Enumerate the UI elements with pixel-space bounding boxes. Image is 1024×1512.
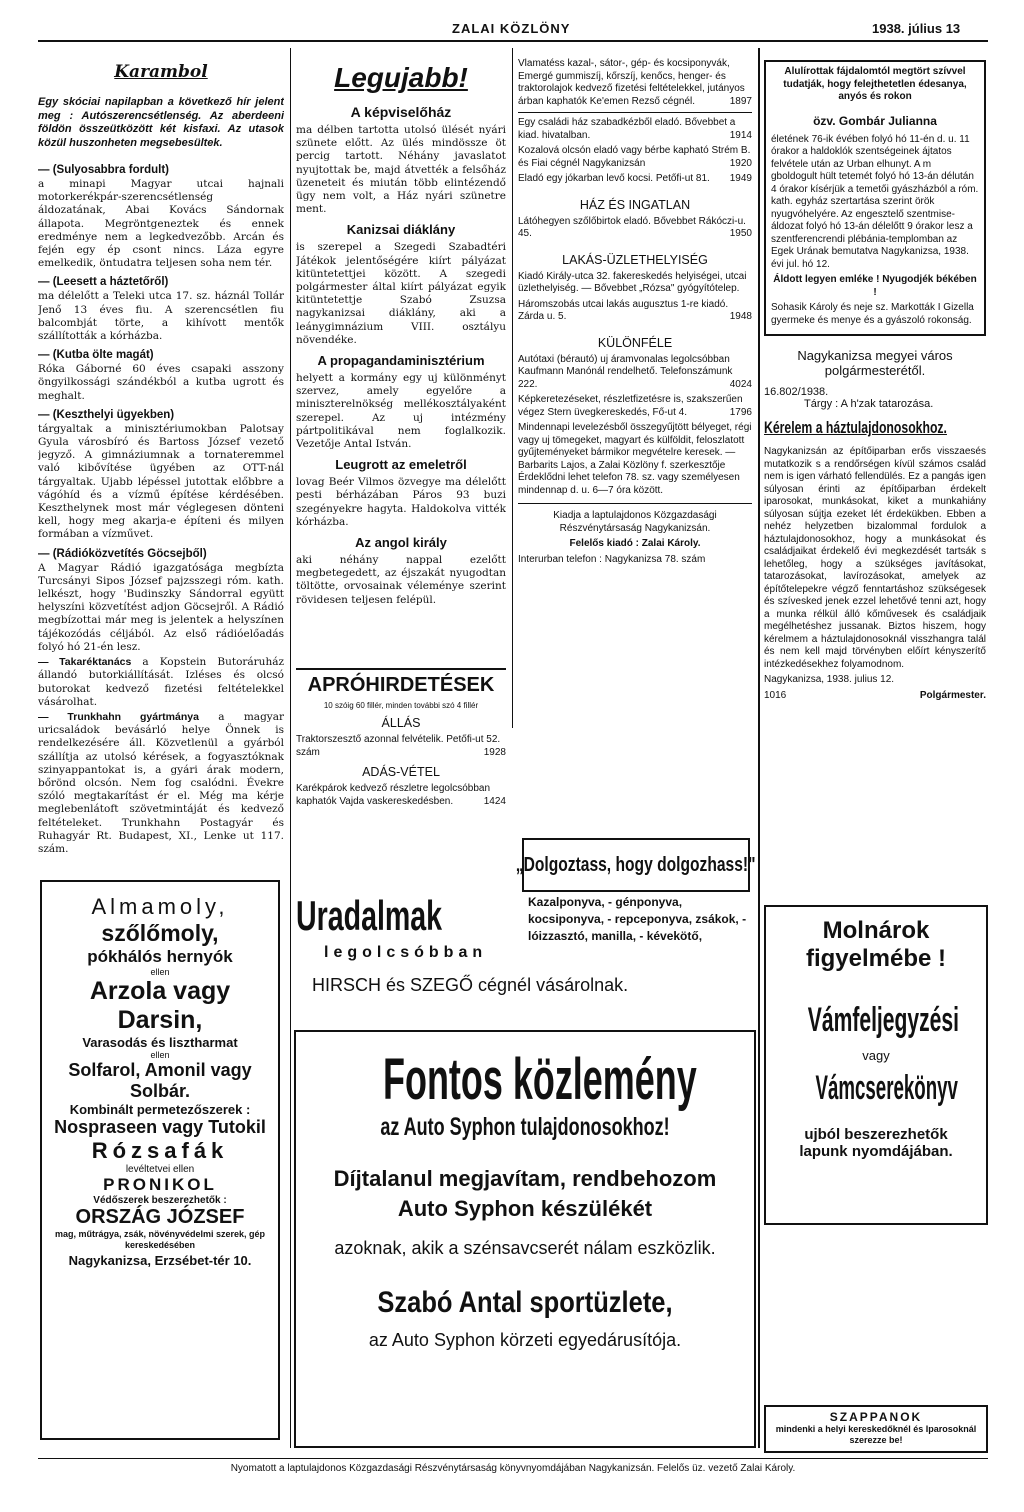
kulonfele-title: KÜLÖNFÉLE [597, 335, 673, 350]
ad-molnarok [764, 905, 988, 1225]
ad-text: Egy családi ház szabadkézből eladó. Bővebbet a kiad. hivatalban. [518, 117, 736, 141]
item-body: Róka Gáborné 60 éves csapaki asszony öngyilkossági szándékból a kutba ugrott és meghalt. [38, 363, 284, 402]
news-body: ma délben tartotta utolsó ülését nyári szünete előtt. Az ülés mindössze öt percig tartott. Néhány javaslatot nyujtottak be, majd átvették a felsőház üzeneteit és miután több elintézendő ügy nem volt, a Ház nyári szünetre ment. [296, 124, 506, 216]
ad-text: Kiadó Király-utca 32. fakereskedés helyiségei, utcai üzlethelyiség. — Bővebbet „Rózsa" gyógyítótelep. [518, 270, 747, 294]
ad-text: Háromszobás utcai lakás augusztus 1-re kiadó. Zárda u. 5. [518, 298, 729, 322]
peace: Áldott legyen emléke ! Nyugodjék békében ! [773, 274, 977, 298]
uradalmak-footer: HIRSCH és SZEGŐ cégnél vásárolnak. [312, 975, 629, 995]
paper-name: ZALAI KÖZLÖNY [452, 21, 571, 36]
ad-num: 1897 [729, 95, 752, 107]
ad-line: Védőszerek beszerezhetők : [93, 1195, 227, 1206]
fontos-foot: az Auto Syphon körzeti egyedárusítója. [368, 1330, 682, 1350]
news-body: helyett a kormány egy uj különményt szervez, amely egyelőre a miniszterelnökség mellékosztályaként szerepel. Az uj intézmény pártpolitikával nem foglalkozik. Vezetője Antal István. [296, 372, 506, 451]
headline: Kérelem a háztulajdonosokhoz. [764, 418, 947, 437]
notice-ref2: 1016 [764, 689, 787, 701]
ad-text: Látóhegyen szőlőbirtok eladó. Bővebbet Rákóczi-u. 45. [518, 215, 746, 239]
ad-num: 4024 [729, 378, 752, 390]
news-heading: Az angol király [355, 535, 447, 551]
allas-title: ÁLLÁS [381, 716, 421, 730]
ad-text: Eladó egy jókarban levő kocsi. Petőfi-ut 81. [518, 173, 710, 184]
ad-text: Autótaxi (bérautó) uj áramvonalas legolcsóbban Kaufmann Manónál rendelhető. Telefonszámunk 222. [518, 353, 733, 390]
item-body: tárgyaltak a minisztériumokban Palotsay Gyula városbíró és Bartoss József vezető jegyző. A gimnáziumnak a tornateremmel való kibővítése ügyében az OTT-nál tárgyaltak. Ujabb lépéssel jutottak előbbre a vágóhíd és a vízmű építése kérdésében. Keszthelynek most már véglegesen dönteni kell, hogy meg akarja-e építeni és milyen formában a vízművet. [38, 422, 284, 541]
molnarok-l1: Molnárok [822, 917, 930, 944]
ad-uradalmak [296, 892, 756, 972]
karambol-lead: Egy skóciai napilapban a következő hír jelent meg : Autószerencsétlenség. Az aberdeeni földön összeütközött két kisfaxi. Az utasok közül huszonheten megsebesültek. [38, 96, 284, 149]
col-sep-1 [290, 48, 291, 1448]
allas-text: Traktorszesztő azonnal felvételik. Petőfi-ut 52. szám [296, 734, 501, 758]
news-body: aki néhány nappal ezelőtt megbetegedett, az éjszakát nyugodtan töltötte, orvosainak véleménye szerint rövidesen teljesen felépül. [296, 554, 506, 606]
item-heading: — Trunkhahn gyártmánya [38, 710, 199, 723]
notice-date: Nagykanizsa, 1938. julius 12. [764, 674, 895, 685]
item-body: a minapi Magyar utcai hajnali motorkerékpár-szerencsétlenség áldozatának, Abai Kovács Sándornak állapota. Megröntgeneztek és ennek eredménye nem a legkedvezőbb. Arcán és fején egy ép csont nincs. Láza egyre emelkedik, öntudatra teljesen soha nem tér. [38, 178, 284, 270]
fontos-sub: az Auto Syphon tulajdonosokhoz! [380, 1113, 670, 1141]
fontos-shop: Szabó Antal sportüzlete, [377, 1286, 673, 1319]
deceased-name: özv. Gombár Julianna [813, 113, 937, 128]
ad-fontos [294, 1030, 756, 1448]
lakas-title: LAKÁS-ÜZLETHELYISÉG [562, 252, 708, 267]
ad-line: Almamoly, [91, 894, 229, 919]
ad-line: Arzola vagy Darsin, [89, 977, 231, 1034]
ad-num: 1914 [729, 129, 752, 141]
item-body: ma délelőtt a Teleki utca 17. sz. háznál Tollár Jenő 13 éves fiu. A szerencsétlen fiu balcombját törte, a kihívott mentők szállították a kórházba. [38, 290, 284, 343]
molnarok-l6: ujból beszerezhetők [804, 1126, 948, 1143]
ad-line: Nagykanizsa, Erzsébet-tér 10. [68, 1253, 252, 1268]
item-heading: — (Kutba ölte magát) [38, 349, 154, 362]
ad-line: ellen [150, 967, 170, 977]
ad-szappan [764, 1405, 988, 1453]
death-body: életének 76-ik évében folyó hó 11-én d. u. 11 órakor a haldoklók szentségeinek ájtatos felvétele után az Urban elhunyt. A m gboldogult hült tetemét folyó hó 13-án délután 4 órakor kísérjük a temetői gyászházból a róm. kath. egyház szertartása szerint örök nyugvóhelyére. Az engesztelő szentmise-áldozat folyó hó 13-án délelőtt 9 órakor lesz a szentferencrendi plébánia-templomban az Egek Urának bemutatva Nagykanizsa, 1938. évi jul. hó 12. [771, 133, 979, 270]
fontos-l1: Díjtalanul megjavítam, rendbehozom Auto Syphon készülékét [333, 1166, 717, 1221]
ad-num: 1948 [729, 311, 752, 322]
ad-num: 1796 [729, 406, 752, 418]
item-heading: — Takaréktanács [38, 656, 132, 669]
szappan-title: SZAPPANOK [829, 1410, 923, 1424]
notice-signature: Polgármester. [919, 689, 986, 701]
item-heading: — (Sulyosabbra fordult) [38, 164, 169, 176]
issue-date: 1938. július 13 [872, 21, 961, 36]
ad-line: mag, műtrágya, zsák, növényvédelmi szerek, gép kereskedésében [54, 1229, 266, 1250]
ad-line: Kombinált permetezőszerek : [69, 1102, 251, 1117]
ad-line: Nospraseen vagy Tutokil [54, 1117, 266, 1137]
column-1 [38, 52, 284, 862]
ad-dolgoztass [516, 838, 756, 892]
ad-line: pókhálós hernyók [87, 947, 233, 966]
notice-body: Nagykanizsán az építőiparban erős visszaesés mutatkozik s a rendőrségen kívül számos család nem is igen várható fellendülés. Ez a pangás igen súlyosan érinti az építőiparban érdekelt iparosokat, munkásokat, kiket a munkahiány súlyosan sújtja ezeket lét érdekükben. Ebben a nehéz helyzetben bizalommal fordulok a háztulajdonosokhoz, hogy a munkásokat és családjaikat érdekelő évi megkezdését tartsák s lehetőleg, hogy a szükséges javításokat, tatarozásokat, lavírozásokat, amelyek az építőtelepekre végző fenntartáshoz szükségesek és szívesked jenek ezzel lehetővé tenni azt, hogy a munka rélkül álló kőművesek és családjaik megélhetéshez jussanak. Biztos hiszem, hogy kérelmem a háztulajdonosoknál visszhangra talál és nem kell majd törvényben előírt kényszerítő intézkedésekhez folyamodnom. [764, 446, 986, 670]
news-heading: A propagandaminisztérium [317, 353, 485, 369]
column-4 [764, 60, 986, 890]
subject: Tárgy : A h'zak tatarozása. [804, 398, 934, 410]
ad-text: Képkeretezéseket, részletfizetésre is, szakszerűen végez Stern üvegkereskedés, Fő-ut 4. [518, 394, 743, 418]
printer-footer: Nyomatott a laptulajdonos Közgazdasági Részvénytársaság könyvnyomdájában Nagykanizsán. Felelős üz. vezető Zalai Károly. [230, 1463, 796, 1474]
ad-line: Solfarol, Amonil vagy Solbár. [68, 1060, 252, 1101]
molnarok-l2: figyelmébe ! [805, 945, 947, 972]
adas-title: ADÁS-VÉTEL [362, 765, 440, 779]
news-body: is szerepel a Szegedi Szabadtéri Játékok jelentőségére kiírt pályázat kitüntetettjei között. A szegedi polgármester által kiírt pályázat egyik kitüntetettje Szabó Zsuzsa nagykanizsai diáklány, aki a leánygimnázium VIII. osztályu növendéke. [296, 241, 506, 346]
editor: Felelős kiadó : Zalai Károly. [569, 538, 701, 549]
ad-num: 1920 [729, 157, 752, 169]
signatories: Sohasik Károly és neje sz. Markották I Gizella gyermeke és menye és a gyászoló rokonság. [771, 302, 974, 326]
uradalmak-sub: legolcsóbban [324, 944, 488, 961]
news-heading: Leugrott az emeletről [335, 457, 467, 473]
molnarok-l3: Vámfeljegyzési [807, 1001, 959, 1039]
classifieds-rate: 10 szóig 60 fillér, minden további szó 4 fillér [323, 701, 479, 710]
column-3 [518, 58, 752, 798]
phone: Interurban telefon : Nagykanizsa 78. szám [518, 553, 706, 565]
ad-line: levéltetvei ellen [125, 1164, 195, 1175]
item-body: a Kopstein Butoráruház állandó butorkiállítását. Izléses és olcsó butorokat kedvező fizetési feltételekkel vásárolhat. [38, 656, 284, 708]
uradalmak-list: Kazalponyva, - génponyva, kocsiponyva, - repceponyva, zsákok, - lóizzasztó, manilla, - kévekötő, [528, 895, 747, 943]
ad-text: Vlamatéss kazal-, sátor-, gép- és kocsiponyvák, Emergé gummiszíj, kőrszíj, kenőcs, henger- és traktorolajok kedvező fizetési feltételekkel, jutányos árban kaphatók Ke'emen Rezső cégnél. [518, 58, 745, 107]
column-2 [296, 52, 506, 732]
classifieds-title: APRÓHIRDETÉSEK [307, 674, 495, 696]
fontos-l2: azoknak, akik a szénsavcserét nálam eszközlik. [334, 1238, 716, 1258]
col-sep-3 [758, 48, 760, 1448]
legujabb-title: Legujabb! [334, 62, 468, 93]
ad-num: 1949 [729, 173, 752, 184]
publisher: Kiadja a laptulajdonos Közgazdasági Részvénytársaság Nagykanizsán. [553, 510, 717, 534]
article-title-karambol: Karambol [114, 62, 208, 82]
news-heading: Kanizsai diáklány [346, 222, 456, 238]
item-heading: — (Rádióközvetítés Göcsejből) [38, 547, 207, 560]
uradalmak-title: Uradalmak [296, 892, 443, 939]
allas-num: 1928 [483, 746, 506, 758]
item-heading: — (Keszthelyi ügyekben) [38, 408, 175, 421]
molnarok-l7: lapunk nyomdájában. [799, 1143, 953, 1160]
ad-text: Kozalová olcsón eladó vagy bérbe kapható Strém B. és Fiai cégnél Nagykanizsán [518, 145, 751, 169]
news-heading: A képviselőház [350, 104, 452, 120]
ad-text: Mindennapi levelezésből összegyűjtött bélyeget, régi vagy uj tömegeket, magyart és külföldit, feloszlatott gyűjteményeket bármikor megvételre keresek. — Barbarits Lajos, a Zalai Közlöny f. szerkesztője Érdeklődni lehet telefon 78. sz. vagy személyesen mindennap d. u. 6—7 óra között. [518, 422, 752, 496]
ad-line: szőlőmoly, [101, 920, 219, 946]
footer-rule [38, 1458, 988, 1459]
col-sep-2 [512, 48, 513, 728]
ref: 16.802/1938. [764, 386, 829, 398]
fontos-title: Fontos közlemény [383, 1047, 697, 1112]
ad-line: ellen [150, 1050, 170, 1060]
ad-line: Varasodás és lisztharmat [82, 1035, 238, 1050]
news-body: lovag Beér Vilmos özvegye ma délelőtt pesti bérházában Páros 93 buzi szegényekre hagyta. Haldokolva vitték kórházba. [296, 476, 506, 528]
ad-line: ORSZÁG JÓZSEF [75, 1206, 245, 1228]
ad-num: 1950 [729, 228, 752, 239]
ad-line: PRONIKOL [103, 1175, 217, 1194]
haz-title: HÁZ ÉS INGATLAN [579, 197, 691, 212]
molnarok-l5: Vámcserekönyv [815, 1069, 958, 1107]
masthead-rule [38, 40, 988, 42]
dolgoztass-text: „Dolgoztass, hogy dolgozhass!" [516, 853, 756, 876]
classifieds-col2 [296, 668, 506, 883]
adas-text: Karékpárok kedvező részletre legolcsóbban kaphatók Vajda vaskereskedésben. [296, 783, 490, 807]
ad-almamoly [40, 880, 280, 1440]
item-heading: — (Leesett a háztetőről) [38, 276, 169, 289]
notice-title: Nagykanizsa megyei város polgármesterétől. [797, 348, 953, 378]
molnarok-l4: vagy [862, 1048, 890, 1063]
death-notice: Alulírottak fájdalomtól megtört szívvel tudatják, hogy felejthetetlen édesanya, anyós és rokon [783, 66, 967, 102]
ad-line: Rózsafák [91, 1138, 229, 1163]
szappan-text: mindenki a helyi kereskedőknél és Iparosoknál szerezze be! [775, 1424, 977, 1445]
item-body: a magyar uricsaládok bevásárló helye Önnek is rendelkezésére áll. Közvetlenül a gyárból szállítja az utolsó kérések, a fogyasztóknak szinyappantokat is, a gyári árak modern, bőrönd olcsón. Nem fog csalódni. Évekre szóló megtakarítást ér el. Még ma kérje meglebenlátoft szövetmintáját és kedvező feltételeket. Trunkhahn Postagyár és Ruhagyár Rt. Budapest, XI., Lenke ut 117. szám. [38, 710, 284, 855]
item-body: A Magyar Rádió igazgatósága megbízta Turcsányi Sipos József pajzsszegi róm. kath. lelkészt, hogy 'Budinszky Sándorral együtt helyszíni közvetítést adjon Göcsejről. A Rádió megbízottai már meg is jelentek a helyszínen tájékozódás céljából. Az első rádióelőadás folyó hó 21-én lesz. [38, 561, 284, 653]
adas-num: 1424 [483, 795, 506, 807]
